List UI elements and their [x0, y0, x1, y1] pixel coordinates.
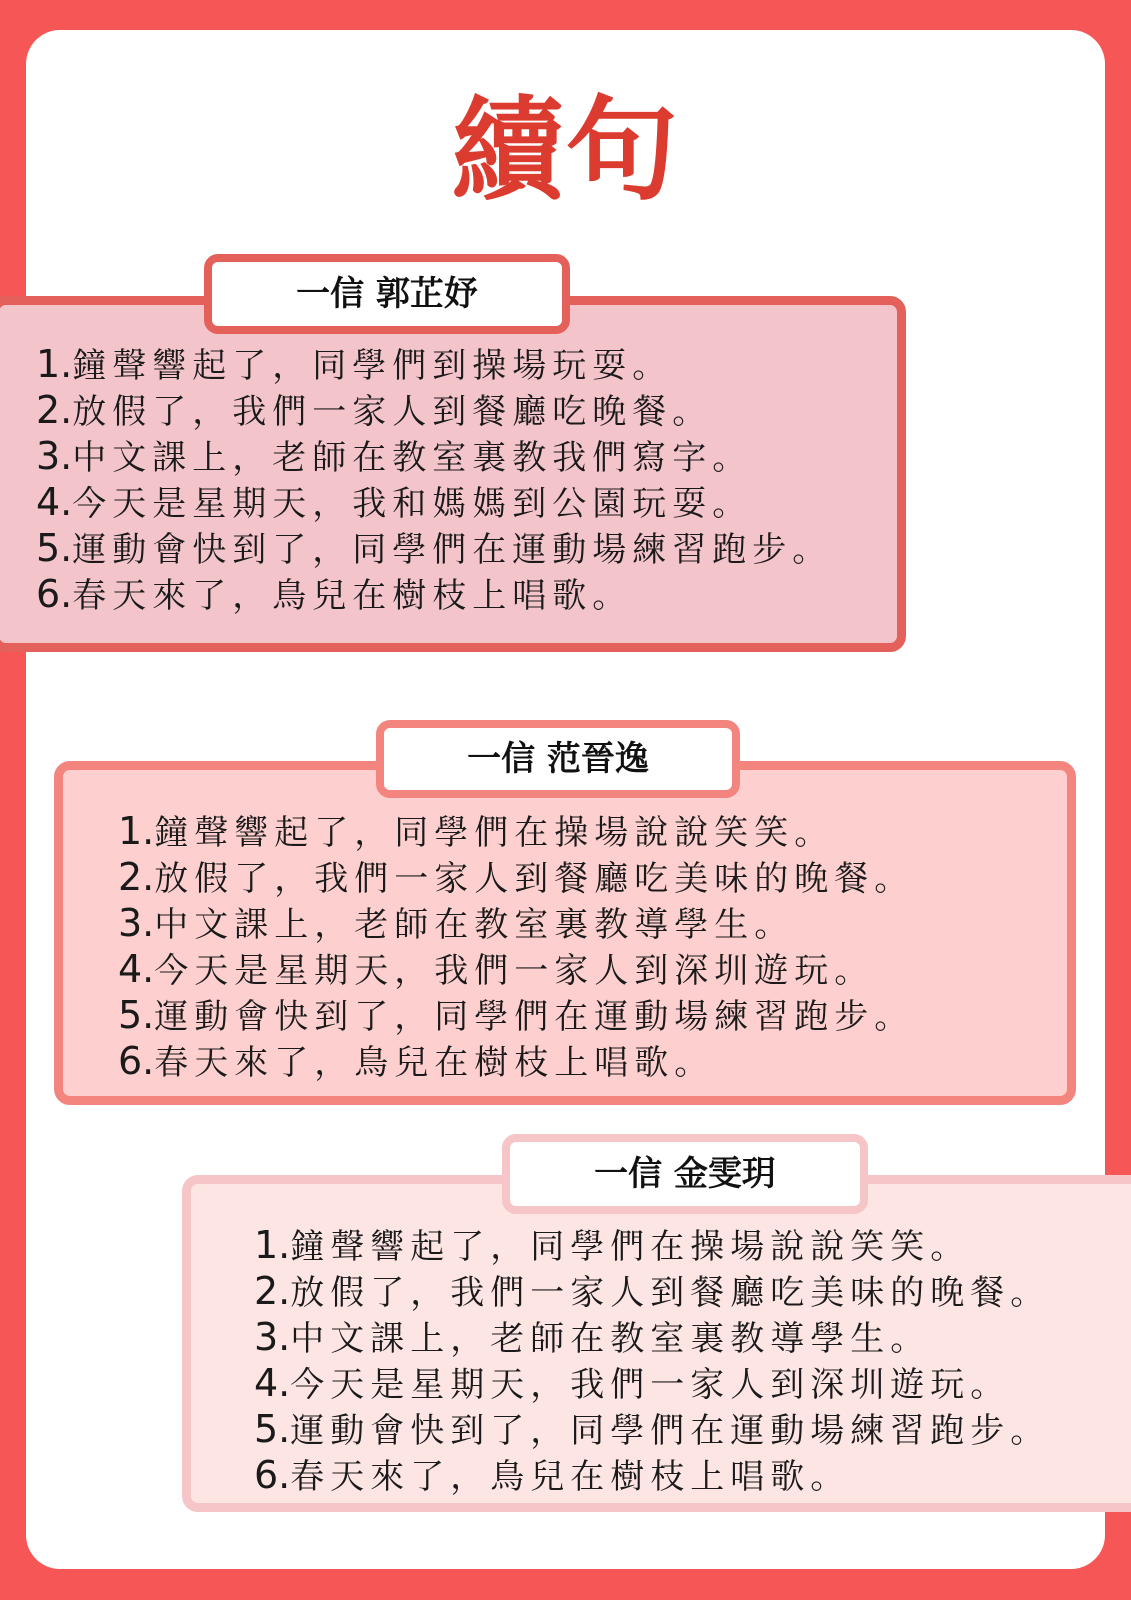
- sentence-list-1: [36, 341, 832, 617]
- item-number: 1.: [36, 342, 73, 386]
- section-name-tag-2: 一信 范晉逸: [376, 720, 740, 798]
- list-item: [254, 1360, 1050, 1406]
- item-number: 4.: [118, 947, 155, 991]
- item-text: 今天是星期天，我們一家人到深圳遊玩。: [154, 951, 875, 991]
- item-text: 今天是星期天，我們一家人到深圳遊玩。: [290, 1365, 1011, 1405]
- item-number: 6.: [118, 1039, 155, 1083]
- list-item: [36, 341, 832, 387]
- item-text: 放假了，我們一家人到餐廳吃美味的晚餐。: [290, 1273, 1051, 1313]
- item-number: 2.: [36, 388, 73, 432]
- list-item: [36, 571, 832, 617]
- list-item: [36, 433, 832, 479]
- section-name-tag-1: 一信 郭芷妤: [204, 254, 570, 334]
- list-item: [118, 854, 914, 900]
- item-number: 5.: [254, 1407, 291, 1451]
- section-name-tag-3: 一信 金雯玥: [502, 1134, 868, 1214]
- item-number: 6.: [254, 1453, 291, 1497]
- item-number: 5.: [118, 993, 155, 1037]
- sentence-list-2: [118, 808, 914, 1084]
- list-item: [254, 1406, 1050, 1452]
- item-text: 中文課上，老師在教室裏教我們寫字。: [72, 438, 753, 478]
- item-text: 春天來了，鳥兒在樹枝上唱歌。: [154, 1043, 715, 1083]
- item-text: 春天來了，鳥兒在樹枝上唱歌。: [72, 576, 633, 616]
- item-text: 鐘聲響起了，同學們在操場說說笑笑。: [290, 1227, 971, 1267]
- list-item: [118, 900, 914, 946]
- item-text: 放假了，我們一家人到餐廳吃晚餐。: [72, 392, 713, 432]
- list-item: [118, 808, 914, 854]
- item-text: 運動會快到了，同學們在運動場練習跑步。: [290, 1411, 1051, 1451]
- list-item: [254, 1222, 1050, 1268]
- item-text: 運動會快到了，同學們在運動場練習跑步。: [72, 530, 833, 570]
- item-number: 2.: [254, 1269, 291, 1313]
- list-item: [36, 387, 832, 433]
- item-text: 運動會快到了，同學們在運動場練習跑步。: [154, 997, 915, 1037]
- item-text: 鐘聲響起了，同學們到操場玩耍。: [72, 346, 673, 386]
- sentence-list-3: [254, 1222, 1050, 1498]
- item-number: 4.: [254, 1361, 291, 1405]
- list-item: [36, 525, 832, 571]
- item-number: 1.: [118, 809, 155, 853]
- item-number: 1.: [254, 1223, 291, 1267]
- list-item: [118, 946, 914, 992]
- item-number: 5.: [36, 526, 73, 570]
- item-number: 4.: [36, 480, 73, 524]
- item-text: 中文課上，老師在教室裏教導學生。: [154, 905, 795, 945]
- item-number: 3.: [254, 1315, 291, 1359]
- item-number: 3.: [36, 434, 73, 478]
- list-item: [118, 992, 914, 1038]
- list-item: [36, 479, 832, 525]
- list-item: [118, 1038, 914, 1084]
- item-number: 2.: [118, 855, 155, 899]
- list-item: [254, 1268, 1050, 1314]
- item-text: 放假了，我們一家人到餐廳吃美味的晚餐。: [154, 859, 915, 899]
- item-text: 中文課上，老師在教室裏教導學生。: [290, 1319, 931, 1359]
- item-text: 鐘聲響起了，同學們在操場說說笑笑。: [154, 813, 835, 853]
- item-number: 3.: [118, 901, 155, 945]
- list-item: [254, 1314, 1050, 1360]
- list-item: [254, 1452, 1050, 1498]
- item-number: 6.: [36, 572, 73, 616]
- page-title: 續句: [451, 86, 680, 216]
- item-text: 今天是星期天，我和媽媽到公園玩耍。: [72, 484, 753, 524]
- item-text: 春天來了，鳥兒在樹枝上唱歌。: [290, 1457, 851, 1497]
